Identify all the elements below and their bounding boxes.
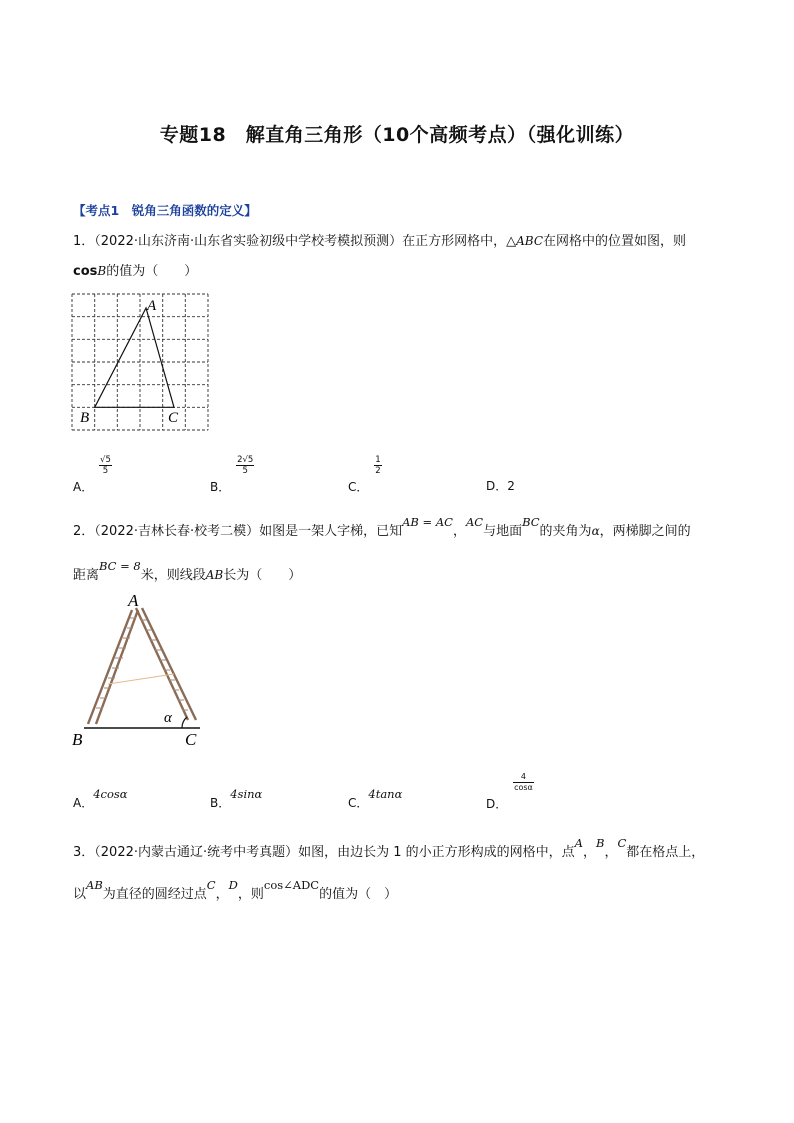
q3-point-c: C <box>617 836 627 850</box>
q1-text-part2: 在网格中的位置如图，则 <box>543 234 687 249</box>
q1-option-a-fraction <box>99 455 112 476</box>
q2-option-d-den: cosα <box>514 783 533 792</box>
q1-option-a-den: 5 <box>102 466 109 476</box>
question-1-stem <box>73 231 733 252</box>
q2-option-c[interactable] <box>348 785 403 810</box>
q2-option-d[interactable] <box>486 772 534 811</box>
q3-text-part2: 都在格点上， <box>626 845 705 860</box>
q3-point-c-2: C <box>206 878 216 892</box>
q1-cos: cos <box>73 264 98 279</box>
q2-segment-ab: AB <box>205 568 224 582</box>
q2-option-c-text: 4tanα <box>368 787 403 801</box>
q3-point-b: B <box>595 836 605 850</box>
q1-label-a: A <box>147 298 157 314</box>
question-3-stem-line2 <box>73 878 398 905</box>
q1-triangle-name: ABC <box>516 234 544 248</box>
question-2-stem-line2 <box>73 559 302 586</box>
q1-option-c-fraction <box>374 455 381 476</box>
q1-option-c-den: 2 <box>375 466 381 476</box>
question-2-stem <box>73 515 753 542</box>
q2-label-b: B <box>72 730 83 748</box>
section-heading: 【考点1 锐角三角函数的定义】 <box>73 203 257 218</box>
question-1-stem-line2 <box>73 261 197 282</box>
q1-text-part3: 的值为（ ） <box>106 264 198 279</box>
q2-option-d-letter: D． <box>486 797 508 811</box>
q1-label-c: C <box>168 410 179 426</box>
q1-label-b: B <box>80 410 90 426</box>
q1-angle-b: B <box>97 264 107 278</box>
q1-option-a-num: √5 <box>100 455 111 465</box>
q1-grid-figure <box>70 292 212 434</box>
q2-option-a-text: 4cosα <box>93 787 128 801</box>
q1-option-b-fraction <box>236 455 254 476</box>
q3-text-part3: 以 <box>73 887 87 902</box>
ladder-illustration <box>88 608 196 724</box>
question-3-stem <box>73 836 763 863</box>
q3-point-d: D <box>228 878 238 892</box>
q2-option-d-num: 4 <box>513 772 534 783</box>
q3-text-part6: 的值为（ ） <box>319 887 398 902</box>
q1-option-c-num: 1 <box>375 455 381 465</box>
q1-option-c[interactable] <box>348 455 382 494</box>
q2-label-a: A <box>128 591 139 610</box>
q3-comma-1: ， <box>582 845 596 860</box>
q1-option-d-letter: D． <box>486 479 508 493</box>
q2-alpha: α <box>591 524 600 538</box>
q2-option-a-letter: A． <box>73 796 94 810</box>
q2-text-part6: 米，则线段 <box>140 568 206 583</box>
q2-comma: ， <box>452 524 466 539</box>
q2-text-part7: 长为（ ） <box>223 568 302 583</box>
q2-equation-ab-ac: AB = AC <box>402 515 453 529</box>
q3-cos-adc: cos∠ADC <box>263 878 320 892</box>
q3-comma-3: ， <box>215 887 229 902</box>
q1-option-b-den: 5 <box>242 466 248 476</box>
q1-option-d[interactable] <box>486 477 515 494</box>
q2-option-d-fraction <box>513 772 534 793</box>
q2-text-part2: 与地面 <box>483 524 523 539</box>
q2-text-part4: ，两梯脚之间的 <box>599 524 691 539</box>
q3-comma-2: ， <box>604 845 618 860</box>
q1-text-part1: 1．（2022·山东济南·山东省实验初级中学校考模拟预测）在正方形网格中，△ <box>73 234 517 249</box>
q1-option-b[interactable] <box>210 455 254 494</box>
q1-option-d-text: 2 <box>507 479 515 493</box>
q1-option-a-letter: A． <box>73 480 94 494</box>
q1-triangle <box>95 308 174 407</box>
q3-point-a: A <box>574 836 583 850</box>
q2-option-a[interactable] <box>73 785 128 810</box>
q3-segment-ab: AB <box>86 878 103 892</box>
q2-segment-ac: AC <box>465 515 484 529</box>
q2-option-b-text: 4sinα <box>230 787 263 801</box>
q2-label-alpha: α <box>164 710 172 726</box>
page-title: 专题18 解直角三角形（10个高频考点）（强化训练） <box>159 124 635 146</box>
q2-label-c: C <box>185 730 197 748</box>
q2-text-part3: 的夹角为 <box>539 524 592 539</box>
q2-option-b[interactable] <box>210 785 263 810</box>
q2-text-part1: 2．（2022·吉林长春·校考二模）如图是一架人字梯，已知 <box>73 524 403 539</box>
q1-option-c-letter: C． <box>348 480 369 494</box>
q1-option-b-num: 2√5 <box>237 455 254 465</box>
q2-text-part5: 距离 <box>73 568 100 583</box>
q2-option-c-letter: C． <box>348 796 369 810</box>
q3-text-part5: ，则 <box>237 887 264 902</box>
q1-option-a[interactable] <box>73 455 112 494</box>
q2-segment-bc: BC <box>522 515 540 529</box>
q1-grid-lines <box>72 294 208 430</box>
q3-text-part1: 3．（2022·内蒙古通辽·统考中考真题）如图，由边长为 1 的小正方形构成的网格中，点 <box>73 845 575 860</box>
q1-option-b-letter: B． <box>210 480 231 494</box>
q2-ladder-figure <box>70 588 210 748</box>
q2-distance-bc: BC = 8 <box>99 559 141 573</box>
q2-option-b-letter: B． <box>210 796 231 810</box>
q3-text-part4: 为直径的圆经过点 <box>102 887 207 902</box>
